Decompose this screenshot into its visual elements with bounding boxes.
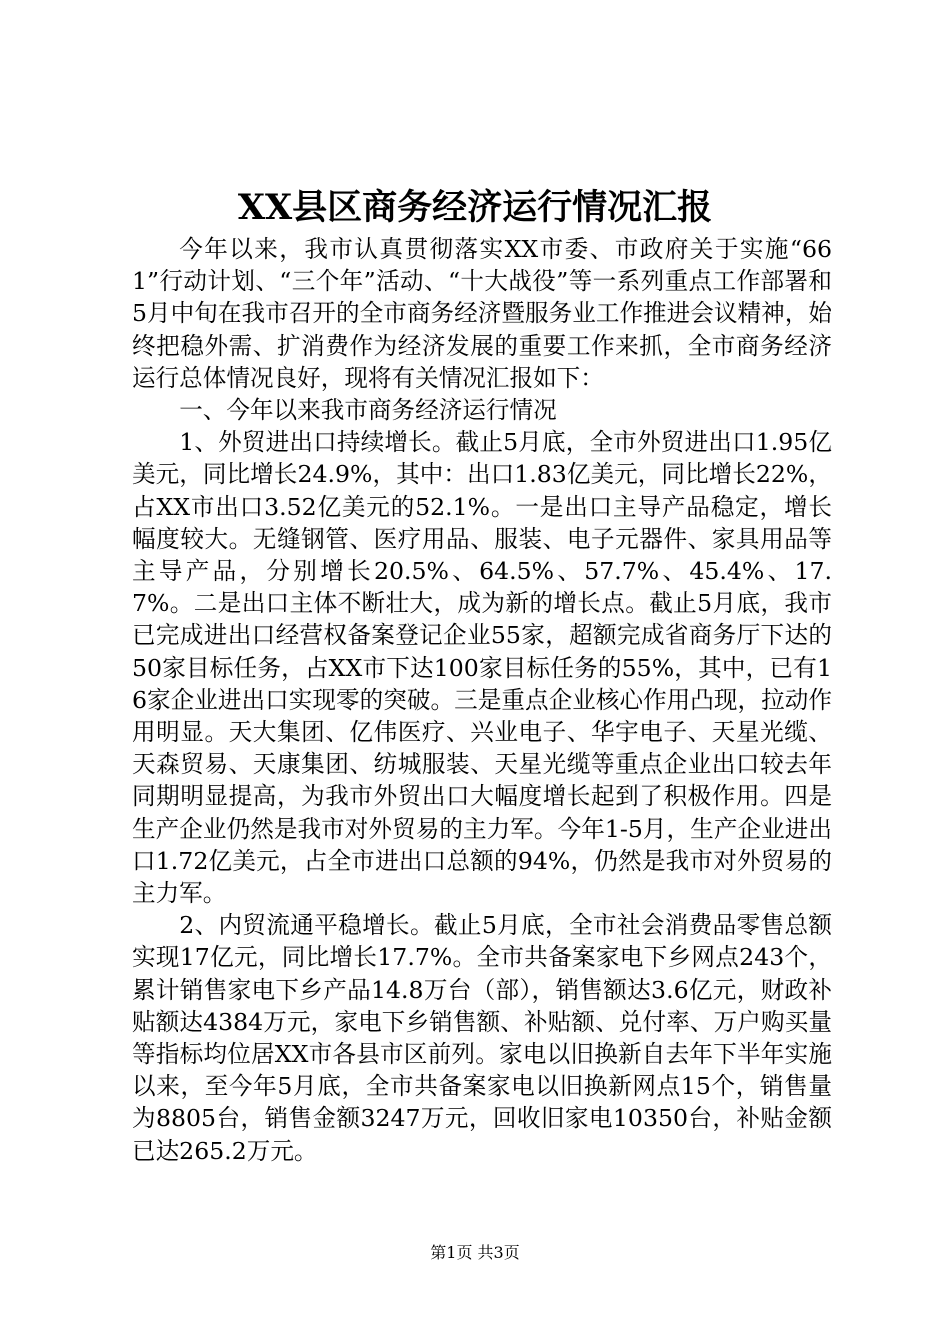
paragraph-domestic-trade: 2、内贸流通平稳增长。截止5月底，全市社会消费品零售总额实现17亿元，同比增长17.7%。全市共备案家电下乡网点243个，累计销售家电下乡产品14.8万台（部），销售额达3.6亿元，财政补贴额达4384万元，家电下乡销售额、补贴额、兑付率、万户购买量等指标均位居XX市各县市区前列。家电以旧换新自去年下半年实施以来，至今年5月底，全市共备案家电以旧换新网点15个，销售量为8805台，销售金额3247万元，回收旧家电10350台，补贴金额已达265.2万元。 (132, 911, 832, 1165)
paragraph-intro: 今年以来，我市认真贯彻落实XX市委、市政府关于实施“661”行动计划、“三个年”活动、“十大战役”等一系列重点工作部署和5月中旬在我市召开的全市商务经济暨服务业工作推进会议精神，始终把稳外需、扩消费作为经济发展的重要工作来抓，全市商务经济运行总体情况良好，现将有关情况汇报如下： (132, 235, 832, 392)
section-heading: 一、今年以来我市商务经济运行情况 (179, 396, 557, 425)
document-body (132, 233, 832, 1167)
paragraph-foreign-trade: 1、外贸进出口持续增长。截止5月底，全市外贸进出口1.95亿美元，同比增长24.9%，其中：出口1.83亿美元，同比增长22%，占XX市出口3.52亿美元的52.1%。一是出口主导产品稳定，增长幅度较大。无缝钢管、医疗用品、服装、电子元器件、家具用品等主导产品，分别增长20.5%、64.5%、57.7%、45.4%、17.7%。二是出口主体不断壮大，成为新的增长点。截止5月底，我市已完成进出口经营权备案登记企业55家，超额完成省商务厅下达的50家目标任务，占XX市下达100家目标任务的55%，其中，已有16家企业进出口实现零的突破。三是重点企业核心作用凸现，拉动作用明显。天大集团、亿伟医疗、兴业电子、华宇电子、天星光缆、天森贸易、天康集团、纺城服装、天星光缆等重点企业出口较去年同期明显提高，为我市外贸出口大幅度增长起到了积极作用。四是生产企业仍然是我市对外贸易的主力军。今年1-5月，生产企业进出口1.72亿美元，占全市进出口总额的94%，仍然是我市对外贸易的主力军。 (132, 428, 832, 908)
document-title: XX县区商务经济运行情况汇报 (237, 187, 713, 228)
page-footer: 第1页 共3页 (430, 1243, 520, 1262)
